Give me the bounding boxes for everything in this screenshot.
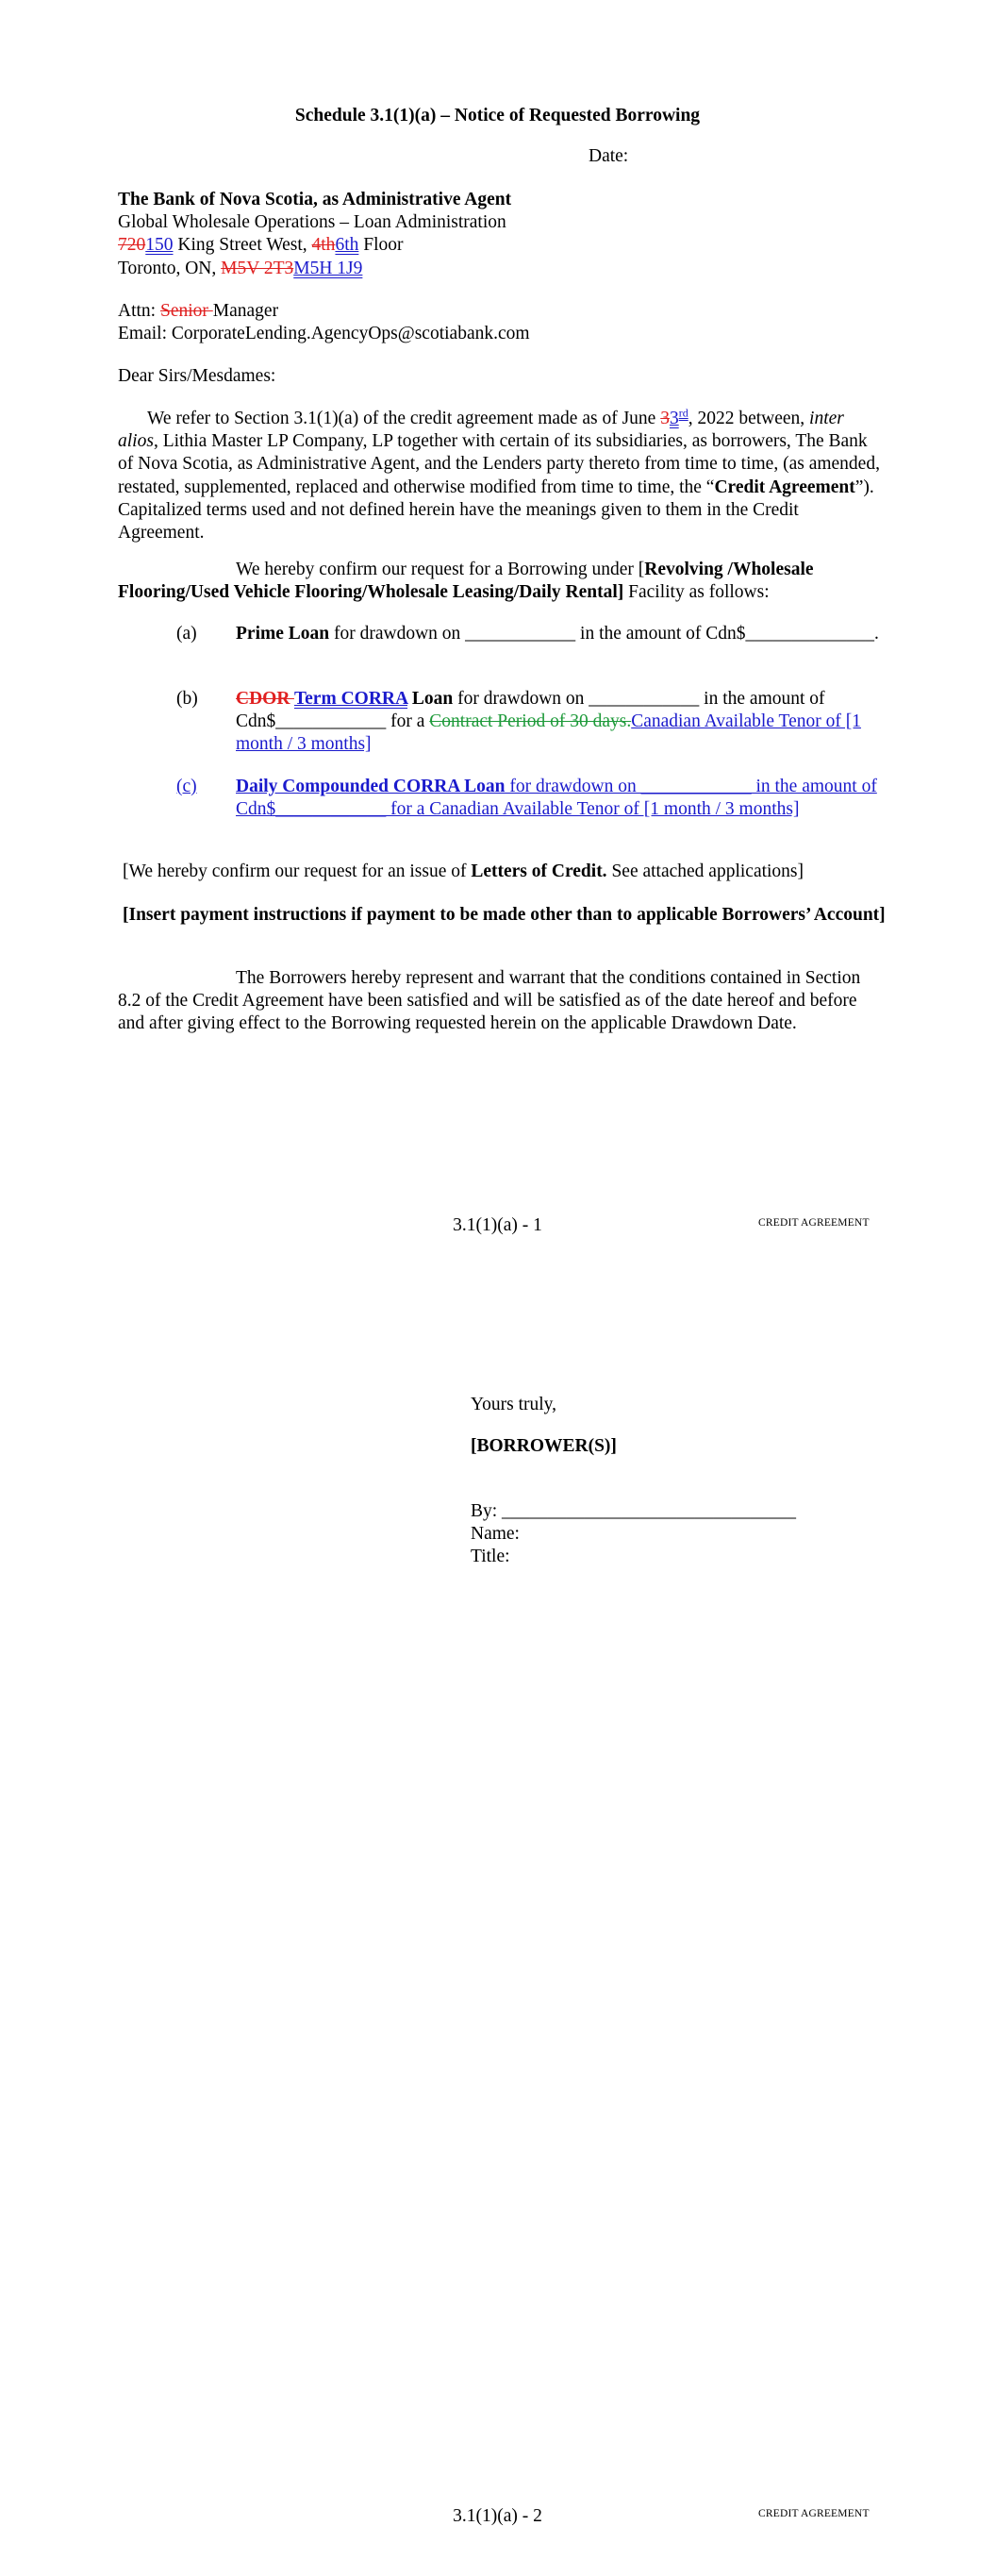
- paragraph-representations: The Borrowers hereby represent and warrant that the conditions contained in Section 8.2 of the Credit Agreement have been satisfied and will be satisfied as of the date hereof and before and after giving effect to the Borrowing requested herein on the applicable Drawdown Date.: [118, 968, 861, 1034]
- item-text: for drawdown on ____________ in the amount of Cdn$______________.: [329, 624, 879, 644]
- inserted-text: rd: [678, 406, 688, 420]
- deleted-text: M5V 2T3: [221, 258, 294, 278]
- addressee-dept: Global Wholesale Operations – Loan Administration: [118, 212, 506, 233]
- defined-term: Credit Agreement: [714, 477, 855, 497]
- borrower-name: [BORROWER(S)]: [471, 1436, 617, 1456]
- page-title: Schedule 3.1(1)(a) – Notice of Requested Borrowing: [294, 106, 701, 125]
- street-text: King Street West,: [173, 235, 312, 256]
- signatory-name: Name:: [471, 1524, 520, 1545]
- facility-list: Revolving /Wholesale Flooring/Used Vehicle Flooring/Wholesale Leasing/Daily Rental]: [118, 560, 814, 603]
- item-c-text: [236, 776, 887, 821]
- footer-tag: CREDIT AGREEMENT: [758, 1217, 870, 1229]
- letters-of-credit-line: [123, 861, 896, 883]
- para-text: inter alios: [118, 409, 844, 452]
- para-text: Facility as follows:: [623, 582, 770, 603]
- item-text: for drawdown on ____________ in the amount of Cdn$____________ for a: [236, 689, 825, 732]
- defined-term: Letters of Credit.: [471, 861, 607, 881]
- inserted-text: Term CORRA: [293, 689, 408, 709]
- addressee-block: [118, 189, 891, 280]
- item-b-text: [236, 688, 887, 757]
- inserted-text: 3: [669, 409, 679, 428]
- attn-text: Manager: [212, 301, 279, 321]
- para-text: ”). Capitalized terms used and not defined herein have the meanings given to them in the Credit Agreement.: [118, 477, 874, 544]
- page-number: 3.1(1)(a) - 1: [453, 1215, 542, 1235]
- signatory-title: Title:: [471, 1547, 510, 1567]
- inserted-text: Canadian Available Tenor of [1 month / 3 months]: [236, 711, 861, 755]
- deleted-text: 3: [660, 409, 670, 428]
- para-text: [We hereby confirm our request for an issue of: [123, 861, 472, 881]
- attn-line: [118, 300, 891, 323]
- city-text: Toronto, ON,: [118, 258, 222, 278]
- deleted-text: 4th: [311, 235, 336, 256]
- addressee-name: The Bank of Nova Scotia, as Administrative Agent: [118, 190, 512, 209]
- loan-type: Daily Compounded CORRA Loan: [236, 777, 506, 796]
- para-text: , Lithia Master LP Company, LP together with certain of its subsidiaries, as borrowers, The Bank of Nova Scotia, as Administrative Agent, and the Lenders party thereto from time to time, (as amended, restated, supplemented, replaced and otherwise modified from time to time, the “: [118, 431, 880, 497]
- item-a-text: [236, 623, 887, 645]
- attention-block: [118, 300, 891, 345]
- floor-text: Floor: [358, 235, 404, 256]
- paragraph-reference: [118, 408, 887, 544]
- signature-line: By: ________________________________: [471, 1501, 797, 1521]
- para-text: We hereby confirm our request for a Borrowing under [: [236, 560, 645, 579]
- attn-prefix: Attn:: [118, 301, 160, 321]
- loan-type: Prime Loan: [236, 624, 330, 644]
- item-c-label: (c): [176, 777, 197, 796]
- date-label: Date:: [589, 146, 629, 166]
- salutation: Dear Sirs/Mesdames:: [118, 366, 276, 386]
- deleted-text: CDOR: [236, 689, 294, 709]
- signature-block: [471, 1500, 886, 1569]
- item-a-label: (a): [176, 624, 197, 644]
- para-text: We refer to Section 3.1(1)(a) of the credit agreement made as of June: [147, 409, 661, 428]
- paragraph-borrowing-request: [118, 559, 887, 604]
- addressee-city: [118, 258, 891, 280]
- loan-type: Loan: [407, 689, 454, 709]
- deleted-text: Contract Period of 30 days.: [429, 711, 632, 732]
- para-text: See attached applications]: [606, 861, 804, 881]
- inserted-text: 6th: [335, 235, 359, 256]
- item-b-label: (b): [176, 689, 198, 709]
- addressee-street: [118, 234, 891, 257]
- inserted-text: 150: [145, 235, 174, 256]
- closing: Yours truly,: [471, 1395, 557, 1414]
- inserted-text: M5H 1J9: [293, 258, 363, 278]
- para-text: , 2022 between,: [688, 409, 810, 428]
- page-number: 3.1(1)(a) - 2: [453, 2506, 542, 2526]
- email-line: Email: CorporateLending.AgencyOps@scotiabank.com: [118, 324, 530, 344]
- payment-instructions: [Insert payment instructions if payment to be made other than to applicable Borrowers’ Account]: [123, 905, 886, 925]
- deleted-text: Senior: [159, 301, 213, 321]
- item-text: for drawdown on ____________ in the amount of Cdn$____________ for a Canadian Available Tenor of [1 month / 3 months]: [236, 777, 877, 820]
- footer-tag: CREDIT AGREEMENT: [758, 2508, 870, 2519]
- deleted-text: 720: [118, 235, 146, 256]
